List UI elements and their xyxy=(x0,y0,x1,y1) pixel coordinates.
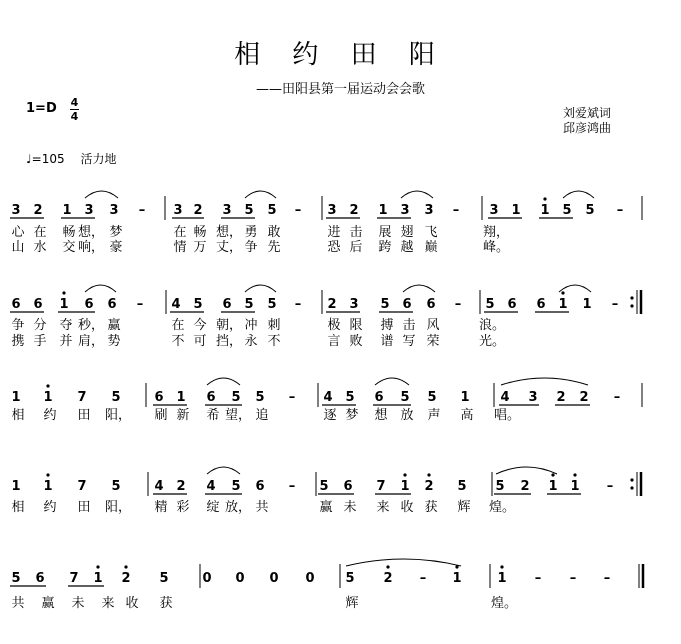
page-title: 相 约 田 阳 xyxy=(234,40,447,70)
lyric-syllable: 辉 xyxy=(345,596,359,611)
lyric-syllable: 写 xyxy=(402,334,416,349)
note: 5 xyxy=(427,390,437,405)
note: 7 xyxy=(77,479,87,494)
lyric-syllable: 在 xyxy=(173,225,187,240)
note: 4 xyxy=(500,390,510,405)
note: 3 xyxy=(84,203,94,218)
note: 0 xyxy=(235,571,245,586)
lyric-syllable: 极 xyxy=(327,318,341,333)
lyric-syllable: 风 xyxy=(426,318,440,333)
lyric-syllable: 赢 xyxy=(41,596,55,611)
lyric-syllable: 辉 xyxy=(457,500,471,515)
time-top: 4 xyxy=(70,96,79,109)
note: 1 xyxy=(570,479,580,494)
note: 1 xyxy=(11,479,21,494)
note: 0 xyxy=(269,571,279,586)
note: 1 xyxy=(540,203,550,218)
lyric-syllable: 获 xyxy=(424,500,438,515)
lyric-syllable: 展 xyxy=(378,225,392,240)
note: 6 xyxy=(84,297,94,312)
note: 6 xyxy=(35,571,45,586)
note: 6 xyxy=(206,390,216,405)
slur xyxy=(207,378,240,385)
lyric-syllable: 秒， xyxy=(77,318,105,333)
lyric-syllable: 限 xyxy=(349,318,363,333)
lyric-syllable: 响， xyxy=(77,240,105,255)
lyric-syllable: 在 xyxy=(33,225,47,240)
note: 6 xyxy=(343,479,353,494)
note: 3 xyxy=(109,203,119,218)
note: 1 xyxy=(497,571,507,586)
note: 5 xyxy=(244,297,254,312)
note: 1 xyxy=(43,390,53,405)
lyric-syllable: 飞 xyxy=(424,225,438,240)
note: 2 xyxy=(579,390,589,405)
lyric-syllable: 不 xyxy=(267,334,281,349)
note: 5 xyxy=(255,390,265,405)
note: – xyxy=(569,571,577,586)
note: 1 xyxy=(511,203,521,218)
lyric-syllable: 败 xyxy=(349,334,363,349)
lyric-syllable: 并 xyxy=(59,334,73,349)
lyric-syllable: 后 xyxy=(349,240,363,255)
key-signature: 1=D xyxy=(26,101,57,116)
note: 1 xyxy=(452,571,462,586)
note: 2 xyxy=(556,390,566,405)
note: 5 xyxy=(159,571,169,586)
note: 1 xyxy=(558,297,568,312)
note: 6 xyxy=(107,297,117,312)
lyric-syllable: 田 xyxy=(77,408,91,423)
note: 6 xyxy=(222,297,232,312)
note: 5 xyxy=(231,390,241,405)
lyric-syllable: 恐 xyxy=(327,240,341,255)
note: 5 xyxy=(231,479,241,494)
note: 0 xyxy=(202,571,212,586)
lyric-syllable: 共 xyxy=(255,500,269,515)
mood-marking: 活力地 xyxy=(80,152,117,166)
lyric-syllable: 情 xyxy=(173,240,187,255)
lyric-syllable: 荣 xyxy=(426,334,440,349)
note: 1 xyxy=(59,297,69,312)
octave-dot xyxy=(124,565,127,568)
lyric-syllable: 击 xyxy=(402,318,416,333)
note: 6 xyxy=(255,479,265,494)
note: 7 xyxy=(69,571,79,586)
lyric-syllable: 畅 xyxy=(193,225,207,240)
lyric-syllable: 肩， xyxy=(77,334,105,349)
note: 4 xyxy=(206,479,216,494)
lyric-syllable: 冲 xyxy=(244,318,258,333)
tempo-value: ♩=105 xyxy=(26,152,65,166)
note: – xyxy=(534,571,542,586)
repeat-dot xyxy=(630,296,633,299)
note: 5 xyxy=(585,203,595,218)
lyric-syllable: 敢 xyxy=(267,225,281,240)
lyric-syllable: 刺 xyxy=(267,318,281,333)
octave-dot xyxy=(500,565,503,568)
lyric-syllable: 新 xyxy=(176,408,190,423)
note: – xyxy=(613,390,621,405)
lyric-syllable: 翔， xyxy=(482,225,510,240)
lyric-syllable: 田 xyxy=(77,500,91,515)
lyric-syllable: 争 xyxy=(244,240,258,255)
note: 5 xyxy=(485,297,495,312)
note: – xyxy=(136,297,144,312)
composer-credit: 邱彦鸿曲 xyxy=(563,121,612,135)
lyric-syllable: 交 xyxy=(62,240,76,255)
note: 1 xyxy=(400,479,410,494)
subtitle: ——田阳县第一届运动会会歌 xyxy=(255,82,425,97)
lyric-syllable: 今 xyxy=(193,318,207,333)
lyric-syllable: 放 xyxy=(400,408,414,423)
note: 5 xyxy=(345,390,355,405)
repeat-dot xyxy=(630,486,633,489)
note: 5 xyxy=(380,297,390,312)
note: 2 xyxy=(520,479,530,494)
note: – xyxy=(288,479,296,494)
octave-dot xyxy=(96,565,99,568)
lyric-syllable: 获 xyxy=(159,596,173,611)
lyric-syllable: 望， xyxy=(224,408,252,423)
lyric-syllable: 先 xyxy=(267,240,281,255)
note: 3 xyxy=(489,203,499,218)
lyric-syllable: 彩 xyxy=(176,500,190,515)
lyric-syllable: 心 xyxy=(11,225,25,240)
note: 0 xyxy=(305,571,315,586)
lyric-syllable: 赢 xyxy=(107,318,121,333)
note: 5 xyxy=(267,297,277,312)
slur xyxy=(563,191,594,198)
octave-dot xyxy=(561,291,564,294)
note: 6 xyxy=(536,297,546,312)
lyric-syllable: 放， xyxy=(224,500,252,515)
lyric-syllable: 唱。 xyxy=(493,408,521,423)
lyric-syllable: 巅 xyxy=(424,240,438,255)
slur xyxy=(401,191,433,198)
lyric-syllable: 永 xyxy=(244,334,258,349)
lyric-syllable: 阳， xyxy=(104,500,132,515)
lyric-syllable: 言 xyxy=(327,334,341,349)
lyric-syllable: 水 xyxy=(33,240,47,255)
lyric-syllable: 勇 xyxy=(244,225,258,240)
note: 5 xyxy=(193,297,203,312)
note: 5 xyxy=(495,479,505,494)
lyric-syllable: 峰。 xyxy=(482,240,510,255)
lyric-syllable: 跨 xyxy=(378,240,392,255)
lyric-syllable: 共 xyxy=(11,596,25,611)
slur xyxy=(245,285,276,292)
note: 4 xyxy=(323,390,333,405)
note: 2 xyxy=(383,571,393,586)
octave-dot xyxy=(46,384,49,387)
note: 2 xyxy=(349,203,359,218)
lyric-syllable: 进 xyxy=(327,225,341,240)
note: 3 xyxy=(424,203,434,218)
note: 5 xyxy=(111,479,121,494)
lyric-syllable: 挡， xyxy=(215,334,243,349)
lyric-syllable: 煌。 xyxy=(490,596,518,611)
note: 3 xyxy=(222,203,232,218)
octave-dot xyxy=(573,473,576,476)
note: 1 xyxy=(11,390,21,405)
note: 6 xyxy=(11,297,21,312)
slur xyxy=(496,467,557,474)
note: 5 xyxy=(244,203,254,218)
note: 6 xyxy=(402,297,412,312)
note: 5 xyxy=(400,390,410,405)
note: – xyxy=(452,203,460,218)
lyric-syllable: 越 xyxy=(400,240,414,255)
note: 7 xyxy=(376,479,386,494)
note: 1 xyxy=(62,203,72,218)
note: 1 xyxy=(582,297,592,312)
note: – xyxy=(419,571,427,586)
note: 7 xyxy=(77,390,87,405)
octave-dot xyxy=(455,565,458,568)
note: 2 xyxy=(424,479,434,494)
lyric-syllable: 浪。 xyxy=(478,318,506,333)
note: – xyxy=(616,203,624,218)
lyric-syllable: 梦 xyxy=(109,225,123,240)
lyric-syllable: 赢 xyxy=(319,500,333,515)
lyric-syllable: 煌。 xyxy=(488,500,516,515)
lyric-syllable: 收 xyxy=(125,596,139,611)
lyric-syllable: 想， xyxy=(215,225,243,240)
octave-dot xyxy=(403,473,406,476)
note: 1 xyxy=(43,479,53,494)
note: 1 xyxy=(548,479,558,494)
lyric-syllable: 约 xyxy=(43,500,57,515)
lyric-syllable: 争 xyxy=(11,318,25,333)
slur xyxy=(375,378,409,385)
octave-dot xyxy=(427,473,430,476)
note: 2 xyxy=(176,479,186,494)
repeat-dot xyxy=(630,478,633,481)
slur xyxy=(85,285,116,292)
lyric-syllable: 携 xyxy=(11,334,25,349)
note: 5 xyxy=(267,203,277,218)
note: 4 xyxy=(154,479,164,494)
slur xyxy=(559,285,591,292)
note: 1 xyxy=(378,203,388,218)
note: 2 xyxy=(327,297,337,312)
lyric-syllable: 手 xyxy=(33,334,47,349)
note: – xyxy=(294,297,302,312)
octave-dot xyxy=(543,197,546,200)
note: 3 xyxy=(327,203,337,218)
note: 3 xyxy=(400,203,410,218)
slur xyxy=(245,191,276,198)
lyricist-credit: 刘爱斌词 xyxy=(563,106,612,120)
lyric-syllable: 夺 xyxy=(59,318,73,333)
lyric-syllable: 声 xyxy=(427,408,441,423)
note: 4 xyxy=(171,297,181,312)
lyric-syllable: 不 xyxy=(171,334,185,349)
lyric-syllable: 丈， xyxy=(215,240,243,255)
lyric-syllable: 刷 xyxy=(154,408,168,423)
octave-dot xyxy=(386,565,389,568)
lyric-syllable: 想， xyxy=(77,225,105,240)
note: – xyxy=(294,203,302,218)
lyric-syllable: 逐 xyxy=(323,408,337,423)
note: 6 xyxy=(374,390,384,405)
note: 1 xyxy=(176,390,186,405)
lyric-syllable: 约 xyxy=(43,408,57,423)
lyric-syllable: 来 xyxy=(101,596,115,611)
lyric-syllable: 收 xyxy=(400,500,414,515)
octave-dot xyxy=(46,473,49,476)
note: 6 xyxy=(33,297,43,312)
lyric-syllable: 朝， xyxy=(215,318,243,333)
lyric-syllable: 畅 xyxy=(62,225,76,240)
lyric-syllable: 来 xyxy=(376,500,390,515)
note: 5 xyxy=(345,571,355,586)
note: 6 xyxy=(426,297,436,312)
note: 5 xyxy=(319,479,329,494)
lyric-syllable: 豪 xyxy=(109,240,123,255)
note: – xyxy=(138,203,146,218)
slur xyxy=(207,467,240,474)
note: 1 xyxy=(93,571,103,586)
note: 3 xyxy=(173,203,183,218)
slur xyxy=(403,285,435,292)
lyric-syllable: 绽 xyxy=(206,500,220,515)
slur xyxy=(501,378,588,385)
lyric-syllable: 追 xyxy=(255,408,269,423)
lyric-syllable: 山 xyxy=(11,240,25,255)
lyric-syllable: 搏 xyxy=(380,318,394,333)
note: 2 xyxy=(33,203,43,218)
note: 2 xyxy=(121,571,131,586)
repeat-dot xyxy=(630,304,633,307)
note: 6 xyxy=(507,297,517,312)
lyric-syllable: 阳， xyxy=(104,408,132,423)
lyric-syllable: 翅 xyxy=(400,225,414,240)
note: 5 xyxy=(11,571,21,586)
note: – xyxy=(454,297,462,312)
note: 3 xyxy=(11,203,21,218)
lyric-syllable: 相 xyxy=(11,408,25,423)
lyric-syllable: 精 xyxy=(154,500,168,515)
note: 6 xyxy=(154,390,164,405)
lyric-syllable: 相 xyxy=(11,500,25,515)
lyric-syllable: 高 xyxy=(460,408,474,423)
note: 1 xyxy=(460,390,470,405)
octave-dot xyxy=(62,291,65,294)
lyric-syllable: 希 xyxy=(206,408,220,423)
lyric-syllable: 势 xyxy=(107,334,121,349)
lyric-syllable: 在 xyxy=(171,318,185,333)
note: 3 xyxy=(528,390,538,405)
slur xyxy=(85,191,118,198)
octave-dot xyxy=(551,473,554,476)
lyric-syllable: 击 xyxy=(349,225,363,240)
lyric-syllable: 万 xyxy=(193,240,207,255)
lyric-syllable: 谱 xyxy=(380,334,394,349)
note: 3 xyxy=(349,297,359,312)
time-bottom: 4 xyxy=(70,110,79,123)
lyric-syllable: 未 xyxy=(71,596,85,611)
lyric-syllable: 光。 xyxy=(478,334,506,349)
note: 2 xyxy=(193,203,203,218)
lyric-syllable: 梦 xyxy=(345,408,359,423)
lyric-syllable: 想 xyxy=(374,408,388,423)
lyric-syllable: 分 xyxy=(33,318,47,333)
note: 5 xyxy=(111,390,121,405)
note: – xyxy=(603,571,611,586)
note: – xyxy=(611,297,619,312)
slur xyxy=(346,559,461,566)
lyric-syllable: 可 xyxy=(193,334,207,349)
note: – xyxy=(288,390,296,405)
note: 5 xyxy=(562,203,572,218)
note: 5 xyxy=(457,479,467,494)
lyric-syllable: 未 xyxy=(343,500,357,515)
note: – xyxy=(606,479,614,494)
